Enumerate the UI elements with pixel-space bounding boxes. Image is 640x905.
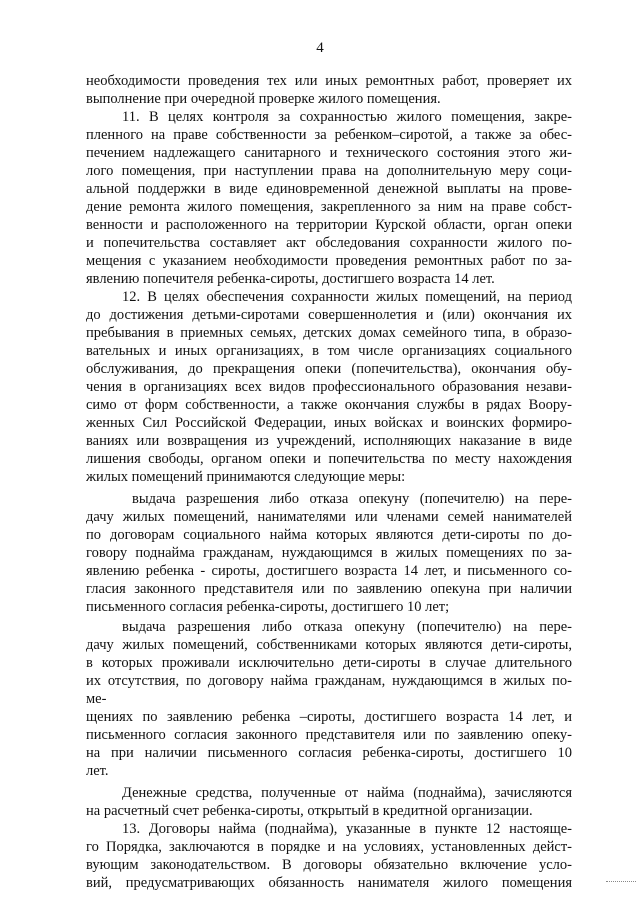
text-line: письменного согласия законного представителя или по заявлению опеку- xyxy=(86,727,572,743)
text-line: вующим законодательством. В договоры обязательно включение усло- xyxy=(86,857,572,873)
text-line: мещения с указанием необходимости проведения ремонтных работ по за- xyxy=(86,253,572,269)
text-line: лет. xyxy=(86,763,109,779)
text-line: ме- xyxy=(86,691,107,707)
text-line: жилых помещений принимаются следующие меры: xyxy=(86,469,406,485)
text-line: на при наличии письменного согласия ребенка-сироты, достигшего 10 xyxy=(86,745,572,761)
text-line: альной поддержки в виде единовременной денежной выплаты на прове- xyxy=(86,181,572,197)
text-line: го Порядка, заключаются в порядке и на условиях, установленных дейст- xyxy=(86,839,572,855)
text-line: лишения свободы, органом опеки и попечительства по месту нахождения xyxy=(86,451,572,467)
text-line: письменного согласия ребенка-сироты, достигшего 10 лет; xyxy=(86,599,450,615)
paragraph-11-first-line: 11. В целях контроля за сохранностью жилого помещения, закре- xyxy=(122,109,572,125)
text-line: дение ремонта жилого помещения, закрепленного за ним на праве собст- xyxy=(86,199,572,215)
text-line: и попечительства составляет акт обследования сохранности жилого по- xyxy=(86,235,572,251)
text-line: гласия законного представителя или по заявлению опекуна при наличии xyxy=(86,581,572,597)
text-line: выполнение при очередной проверке жилого помещения. xyxy=(86,91,441,107)
text-line: печением надлежащего санитарного и технического состояния этого жи- xyxy=(86,145,572,161)
text-line: вий, предусматривающих обязанность нанимателя жилого помещения xyxy=(86,875,572,891)
text-line: говору поднайма гражданам, нуждающимся в жилых помещениях по за- xyxy=(86,545,572,561)
text-line: венности и расположенного на территории Курской области, орган опеки xyxy=(86,217,572,233)
text-line: женных Сил Российской Федерации, иных войсках и воинских формиро- xyxy=(86,415,572,431)
measure-1-first-line: выдача разрешения либо отказа опекуну (попечителю) на пере- xyxy=(132,491,572,507)
text-line: чения в организациях всех видов профессионального образования незави- xyxy=(86,379,572,395)
text-line: на расчетный счет ребенка-сироты, открытый в кредитной организации. xyxy=(86,803,533,819)
page-number: 4 xyxy=(316,40,324,56)
text-line: вательных и иных организациях, в том числе организациях социального xyxy=(86,343,572,359)
funds-paragraph-first-line: Денежные средства, полученные от найма (поднайма), зачисляются xyxy=(122,785,572,801)
text-line: щениях по заявлению ребенка –сироты, достигшего возраста 14 лет, и xyxy=(86,709,572,725)
text-line: дачу жилых помещений, нанимателями или членами семей нанимателей xyxy=(86,509,572,525)
text-line: пребывания в приемных семьях, детских домах семейного типа, в образо- xyxy=(86,325,572,341)
text-line: до достижения детьми-сиротами совершеннолетия и (или) окончания их xyxy=(86,307,572,323)
text-line: их отсутствия, по договору найма гражданам, нуждающимся в жилых по- xyxy=(86,673,572,689)
paragraph-13-first-line: 13. Договоры найма (поднайма), указанные в пункте 12 настояще- xyxy=(122,821,572,837)
scan-edge-mark xyxy=(606,881,636,883)
text-line: пленного на праве собственности за ребенком–сиротой, а также за обес- xyxy=(86,127,572,143)
text-line: необходимости проведения тех или иных ремонтных работ, проверяет их xyxy=(86,73,572,89)
text-line: явлению ребенка - сироты, достигшего возраста 14 лет, и письменного со- xyxy=(86,563,572,579)
paragraph-12-first-line: 12. В целях обеспечения сохранности жилых помещений, на период xyxy=(122,289,572,305)
text-line: симо от форм собственности, а также окончания службы в рядах Воору- xyxy=(86,397,572,413)
text-line: в которых проживали исключительно дети-сироты в случае длительного xyxy=(86,655,572,671)
text-line: по договорам социального найма которых являются дети-сироты по до- xyxy=(86,527,572,543)
text-line: лого помещения, при наступлении права на дополнительную меру соци- xyxy=(86,163,572,179)
measure-2-first-line: выдача разрешения либо отказа опекуну (попечителю) на пере- xyxy=(122,619,572,635)
text-line: обслуживания, до прекращения опеки (попечительства), окончания обу- xyxy=(86,361,572,377)
text-line: дачу жилых помещений, собственниками которых являются дети-сироты, xyxy=(86,637,572,653)
text-line: явлению попечителя ребенка-сироты, достигшего возраста 14 лет. xyxy=(86,271,495,287)
text-line: ваниях или возвращения из учреждений, исполняющих наказание в виде xyxy=(86,433,572,449)
